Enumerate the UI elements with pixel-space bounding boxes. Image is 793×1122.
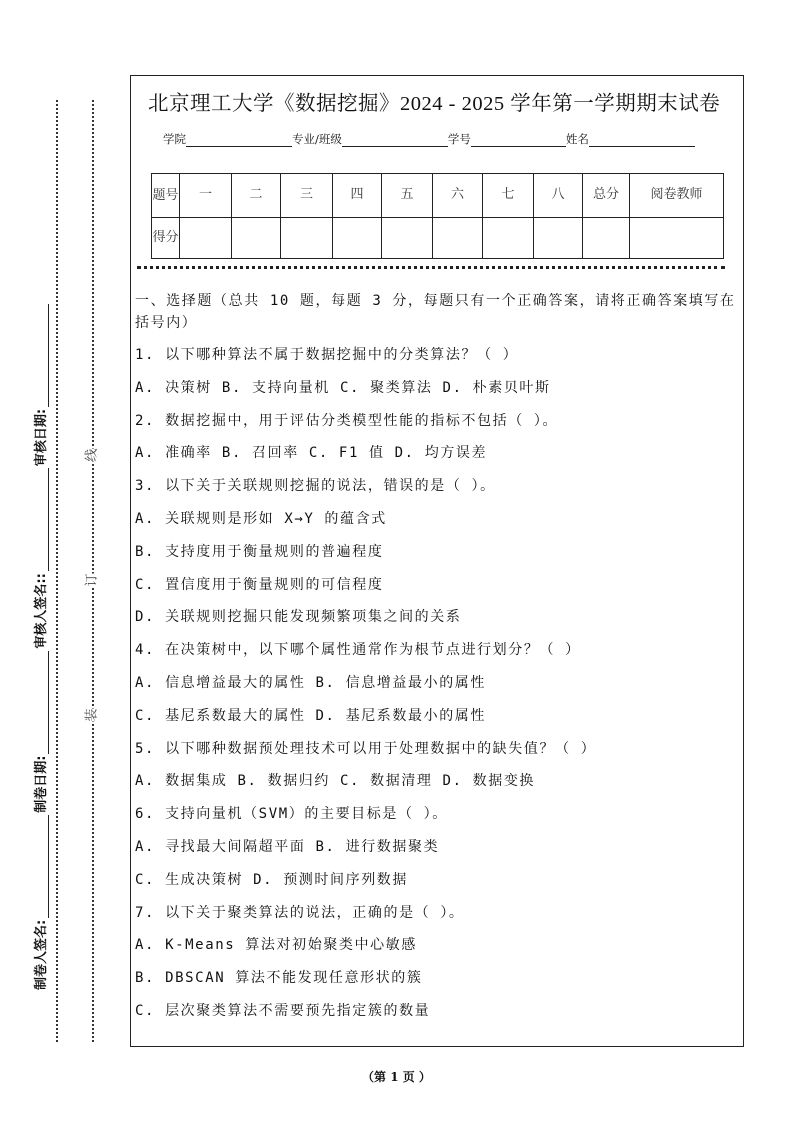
question-stem: 5. 以下哪种数据预处理技术可以用于处理数据中的缺失值？（ ）	[135, 740, 597, 757]
section-divider	[137, 266, 725, 269]
reviewer-signature-field[interactable]	[36, 468, 49, 571]
column-header: 一	[180, 174, 232, 218]
question-stem: 2. 数据挖掘中，用于评估分类模型性能的指标不包括（ ）。	[135, 412, 559, 429]
column-header: 六	[433, 174, 483, 218]
answer-options: D. 关联规则挖掘只能发现频繁项集之间的关系	[135, 609, 462, 626]
answer-options: A. 寻找最大间隔超平面 B. 进行数据聚类	[135, 838, 440, 855]
review-date-label: 审核日期:	[34, 408, 49, 467]
name-label: 姓名	[565, 132, 589, 146]
student-info-row	[163, 131, 695, 147]
reviewer-signature-label: 审核人签名::	[34, 573, 49, 649]
binding-char-zhuang: 装	[84, 708, 100, 722]
name-field[interactable]	[589, 132, 695, 147]
preparation-date-field[interactable]	[36, 651, 49, 754]
score-cell[interactable]	[232, 217, 281, 258]
score-table	[151, 173, 724, 259]
section-header: 一、选择题（总共 10 题，每题 3 分，每题只有一个正确答案，请将正确答案填写在括号内）	[135, 293, 736, 331]
column-header: 阅卷教师	[630, 174, 724, 218]
question-stem: 1. 以下哪种算法不属于数据挖掘中的分类算法？（ ）	[135, 347, 519, 363]
question-stem: 7. 以下关于聚类算法的说法，正确的是（ ）。	[135, 904, 465, 921]
preparer-signature-label: 制卷人签名:	[34, 919, 49, 990]
major-class-label: 专业/班级	[292, 132, 342, 146]
college-field[interactable]	[186, 132, 292, 147]
column-header: 三	[281, 174, 333, 218]
answer-options: A. K-Means 算法对初始聚类中心敏感	[135, 937, 417, 954]
score-cell[interactable]	[534, 217, 583, 258]
answer-options: B. DBSCAN 算法不能发现任意形状的簇	[135, 970, 423, 987]
binding-dotted-line-outer	[56, 100, 58, 1042]
column-header: 八	[534, 174, 583, 218]
preparer-signature-field[interactable]	[36, 815, 49, 918]
score-cell[interactable]	[483, 217, 534, 258]
answer-options: A. 数据集成 B. 数据归约 C. 数据清理 D. 数据变换	[135, 773, 536, 790]
column-header: 总分	[583, 174, 630, 218]
question-stem: 3. 以下关于关联规则挖掘的说法，错误的是（ ）。	[135, 478, 496, 495]
column-header: 七	[483, 174, 534, 218]
student-id-label: 学号	[447, 132, 471, 146]
answer-options: A. 信息增益最大的属性 B. 信息增益最小的属性	[135, 674, 486, 691]
question-number-label: 题号	[152, 174, 180, 218]
score-cell[interactable]	[180, 217, 232, 258]
score-label: 得分	[152, 217, 180, 258]
column-header: 二	[232, 174, 281, 218]
student-id-field[interactable]	[471, 132, 566, 147]
column-header: 五	[382, 174, 433, 218]
score-cell[interactable]	[333, 217, 382, 258]
question-stem: 6. 支持向量机（SVM）的主要目标是（ ）。	[135, 806, 448, 823]
answer-options: C. 层次聚类算法不需要预先指定簇的数量	[135, 1002, 431, 1019]
answer-options: A. 准确率 B. 召回率 C. F1 值 D. 均方误差	[135, 445, 488, 462]
score-cell[interactable]	[382, 217, 433, 258]
question-stem: 4. 在决策树中，以下哪个属性通常作为根节点进行划分？（ ）	[135, 642, 581, 659]
answer-options: A. 关联规则是形如 X→Y 的蕴含式	[135, 510, 387, 527]
page-number: （第 1 页 ）	[362, 1070, 431, 1084]
score-cell[interactable]	[583, 217, 630, 258]
score-table-header-row	[152, 174, 724, 218]
answer-options: B. 支持度用于衡量规则的普遍程度	[135, 543, 384, 560]
column-header: 四	[333, 174, 382, 218]
answer-options: A. 决策树 B. 支持向量机 C. 聚类算法 D. 朴素贝叶斯	[135, 379, 551, 396]
exam-title: 北京理工大学《数据挖掘》2024 - 2025 学年第一学期期末试卷	[148, 93, 721, 115]
binding-dotted-line-inner	[92, 100, 94, 1042]
preparation-date-label: 制卷日期:	[34, 755, 49, 813]
question-section	[135, 290, 740, 1033]
major-class-field[interactable]	[342, 132, 448, 147]
college-label: 学院	[163, 132, 186, 146]
review-date-field[interactable]	[36, 304, 49, 407]
binding-char-ding: 订	[84, 573, 100, 587]
score-cell[interactable]	[281, 217, 333, 258]
binding-char-xian: 线	[84, 448, 100, 462]
score-cell[interactable]	[433, 217, 483, 258]
score-table-score-row	[152, 217, 724, 258]
answer-options: C. 生成决策树 D. 预测时间序列数据	[135, 871, 408, 888]
grader-cell[interactable]	[630, 217, 724, 258]
answer-options: C. 置信度用于衡量规则的可信程度	[135, 576, 384, 593]
answer-options: C. 基尼系数最大的属性 D. 基尼系数最小的属性	[135, 707, 486, 724]
